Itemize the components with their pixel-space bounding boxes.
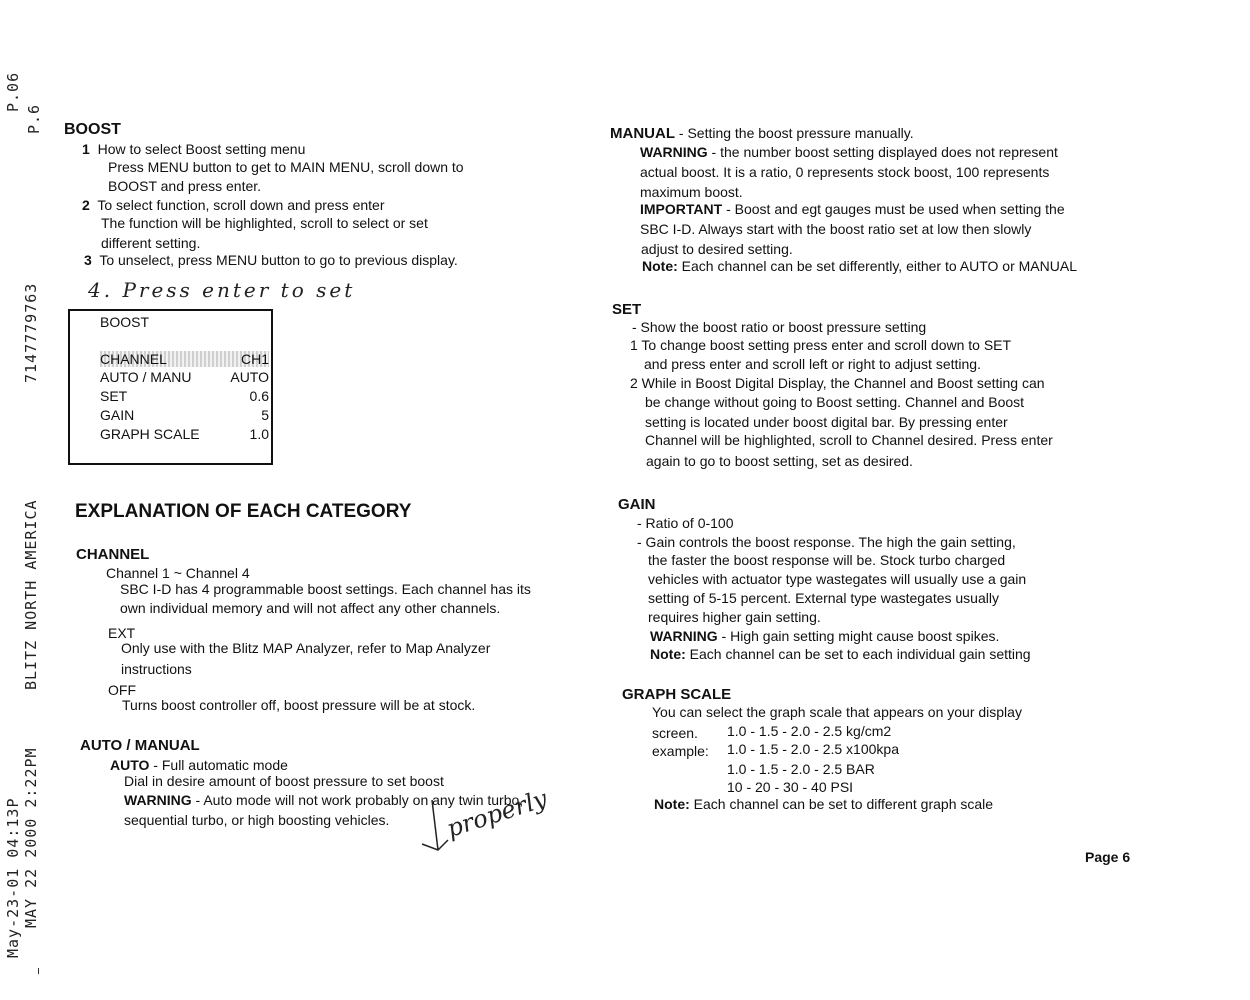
set-line-8: again to go to boost setting, set as desired. [646, 453, 913, 469]
gain-line-1: - Ratio of 0-100 [637, 515, 734, 531]
step-1 [82, 140, 305, 159]
set-line-1: - Show the boost ratio or boost pressure setting [632, 319, 927, 335]
menu-row-label: CHANNEL [100, 351, 167, 367]
note-text: Each channel can be set differently, either to AUTO or MANUAL [677, 258, 1077, 274]
gain-line-6: requires higher gain setting. [648, 609, 821, 625]
set-line-7: Channel will be highlighted, scroll to Channel desired. Press enter [645, 432, 1053, 448]
graph-intro: You can select the graph scale that appears on your display [652, 704, 1022, 720]
warning-label: WARNING [650, 628, 718, 644]
menu-row-auto-manu [100, 369, 269, 385]
menu-row-value: 1.0 [249, 426, 269, 442]
gain-line-2: - Gain controls the boost response. The high the gain setting, [637, 534, 1016, 550]
gain-line-3: the faster the boost response will be. Stock turbo charged [648, 552, 1006, 568]
graph-screen-label: screen. [652, 725, 698, 741]
graph-example-1: 1.0 - 1.5 - 2.0 - 2.5 x100kpa [727, 741, 899, 757]
step-number: 2 [82, 197, 90, 213]
gain-title: GAIN [618, 496, 656, 513]
fax-phone: 7147779763 [22, 282, 40, 383]
step-number: 1 [82, 141, 90, 157]
gain-line-4: vehicles with actuator type wastegates will usually use a gain [648, 571, 1027, 587]
auto-warning-line-1 [124, 791, 523, 810]
step-2 [82, 196, 384, 215]
channel-ext-line-2: instructions [121, 661, 192, 677]
channel-ext: EXT [108, 625, 136, 641]
note-label: Note: [642, 258, 678, 274]
step-2-line-3: different setting. [101, 235, 201, 251]
step-number: 3 [84, 252, 92, 268]
step-2-line-2: The function will be highlighted, scroll to select or set [101, 215, 428, 231]
manual-warning-line-2: actual boost. It is a ratio, 0 represents stock boost, 100 represents [640, 164, 1050, 180]
menu-row-graph-scale [100, 426, 269, 442]
step-text: To unselect, press MENU button to go to previous display. [99, 252, 458, 268]
channel-line-2: SBC I-D has 4 programmable boost settings. Each channel has its [120, 581, 531, 597]
channel-line-3: own individual memory and will not affect any other channels. [120, 600, 501, 616]
menu-row-set [100, 388, 269, 404]
warning-label: WARNING [124, 792, 192, 808]
warning-text: - the number boost setting displayed does not represent [707, 144, 1058, 160]
channel-line-1: Channel 1 ~ Channel 4 [106, 565, 250, 581]
menu-row-value: CH1 [240, 351, 269, 367]
note-label: Note: [654, 796, 690, 812]
menu-row-label: AUTO / MANU [100, 369, 192, 385]
channel-title: CHANNEL [76, 546, 150, 563]
channel-ext-line-1: Only use with the Blitz MAP Analyzer, refer to Map Analyzer [121, 640, 491, 656]
menu-row-gain [100, 407, 269, 423]
warning-label: WARNING [640, 144, 708, 160]
warning-text: - Auto mode will not work probably on any twin turbo, [191, 792, 524, 808]
graph-example-label: example: [652, 743, 709, 759]
step-text: How to select Boost setting menu [97, 141, 306, 157]
important-line-3: adjust to desired setting. [641, 241, 793, 257]
handwritten-step-4: 4. Press enter to set [88, 278, 356, 302]
fax-date-2: MAY 22 2000 2:22PM [22, 747, 40, 928]
auto-manual-title: AUTO / MANUAL [80, 737, 200, 754]
fax-page-sub: P.6 [25, 103, 43, 134]
fax-date-1: May-23-01 04:13P [4, 797, 22, 958]
set-line-5: be change without going to Boost setting. Channel and Boost [645, 394, 1025, 410]
menu-row-label: SET [100, 388, 128, 404]
gain-line-5: setting of 5-15 percent. External type wastegates usually [648, 590, 999, 606]
important-line-1 [640, 200, 1065, 219]
graph-example-3: 10 - 20 - 30 - 40 PSI [727, 779, 854, 795]
note-text: Each channel can be set to each individual gain setting [685, 646, 1031, 662]
graph-scale-title: GRAPH SCALE [622, 686, 732, 703]
step-1-line-2: Press MENU button to get to MAIN MENU, scroll down to [108, 159, 464, 175]
step-3 [84, 251, 458, 270]
set-line-4: 2 While in Boost Digital Display, the Channel and Boost setting can [630, 375, 1045, 391]
margin-mark [38, 968, 39, 974]
step-text: To select function, scroll down and press enter [97, 197, 385, 213]
auto-line-2: Dial in desire amount of boost pressure to set boost [124, 773, 444, 789]
channel-off-line-1: Turns boost controller off, boost pressure will be at stock. [122, 697, 476, 713]
manual-note [642, 257, 1077, 276]
fax-company: BLITZ NORTH AMERICA [22, 499, 40, 690]
manual-warning-line-1 [640, 143, 1058, 162]
warning-text: - High gain setting might cause boost spikes. [717, 628, 1000, 644]
menu-row-channel [100, 351, 269, 367]
step-1-line-3: BOOST and press enter. [108, 178, 262, 194]
gain-warning [650, 627, 999, 646]
boost-title: BOOST [64, 121, 121, 138]
auto-label: AUTO [110, 757, 150, 773]
handwritten-correction: properly [443, 784, 551, 843]
menu-title: BOOST [100, 314, 150, 330]
important-text: - Boost and egt gauges must be used when setting the [722, 201, 1065, 217]
graph-screen-value: 1.0 - 1.5 - 2.0 - 2.5 kg/cm2 [727, 723, 892, 739]
menu-row-value: AUTO [230, 369, 269, 385]
note-text: Each channel can be set to different graph scale [689, 796, 994, 812]
gain-note [650, 645, 1031, 664]
explanation-title: EXPLANATION OF EACH CATEGORY [75, 501, 412, 522]
set-title: SET [612, 301, 642, 318]
manual-label: MANUAL [610, 125, 675, 142]
menu-row-value: 0.6 [249, 388, 269, 404]
important-label: IMPORTANT [640, 201, 723, 217]
page-number: Page 6 [1085, 849, 1131, 865]
graph-note [654, 795, 993, 814]
auto-warning-line-2: sequential turbo, or high boosting vehicles. [124, 812, 390, 828]
manual-text: - Setting the boost pressure manually. [675, 125, 914, 141]
menu-row-value: 5 [261, 407, 269, 423]
channel-off: OFF [108, 682, 136, 698]
menu-row-label: GAIN [100, 407, 135, 423]
manual-line [610, 124, 914, 143]
menu-row-label: GRAPH SCALE [100, 426, 200, 442]
boost-menu-display [68, 309, 273, 465]
set-line-2: 1 To change boost setting press enter and scroll down to SET [630, 337, 1012, 353]
graph-example-2: 1.0 - 1.5 - 2.0 - 2.5 BAR [727, 761, 875, 777]
auto-desc: - Full automatic mode [149, 757, 288, 773]
fax-page-number: P.06 [4, 71, 22, 112]
important-line-2: SBC I-D. Always start with the boost ratio set at low then slowly [640, 221, 1032, 237]
note-label: Note: [650, 646, 686, 662]
manual-warning-line-3: maximum boost. [640, 184, 743, 200]
set-line-6: setting is located under boost digital bar. By pressing enter [645, 414, 1008, 430]
set-line-3: and press enter and scroll left or right to adjust setting. [644, 356, 981, 372]
